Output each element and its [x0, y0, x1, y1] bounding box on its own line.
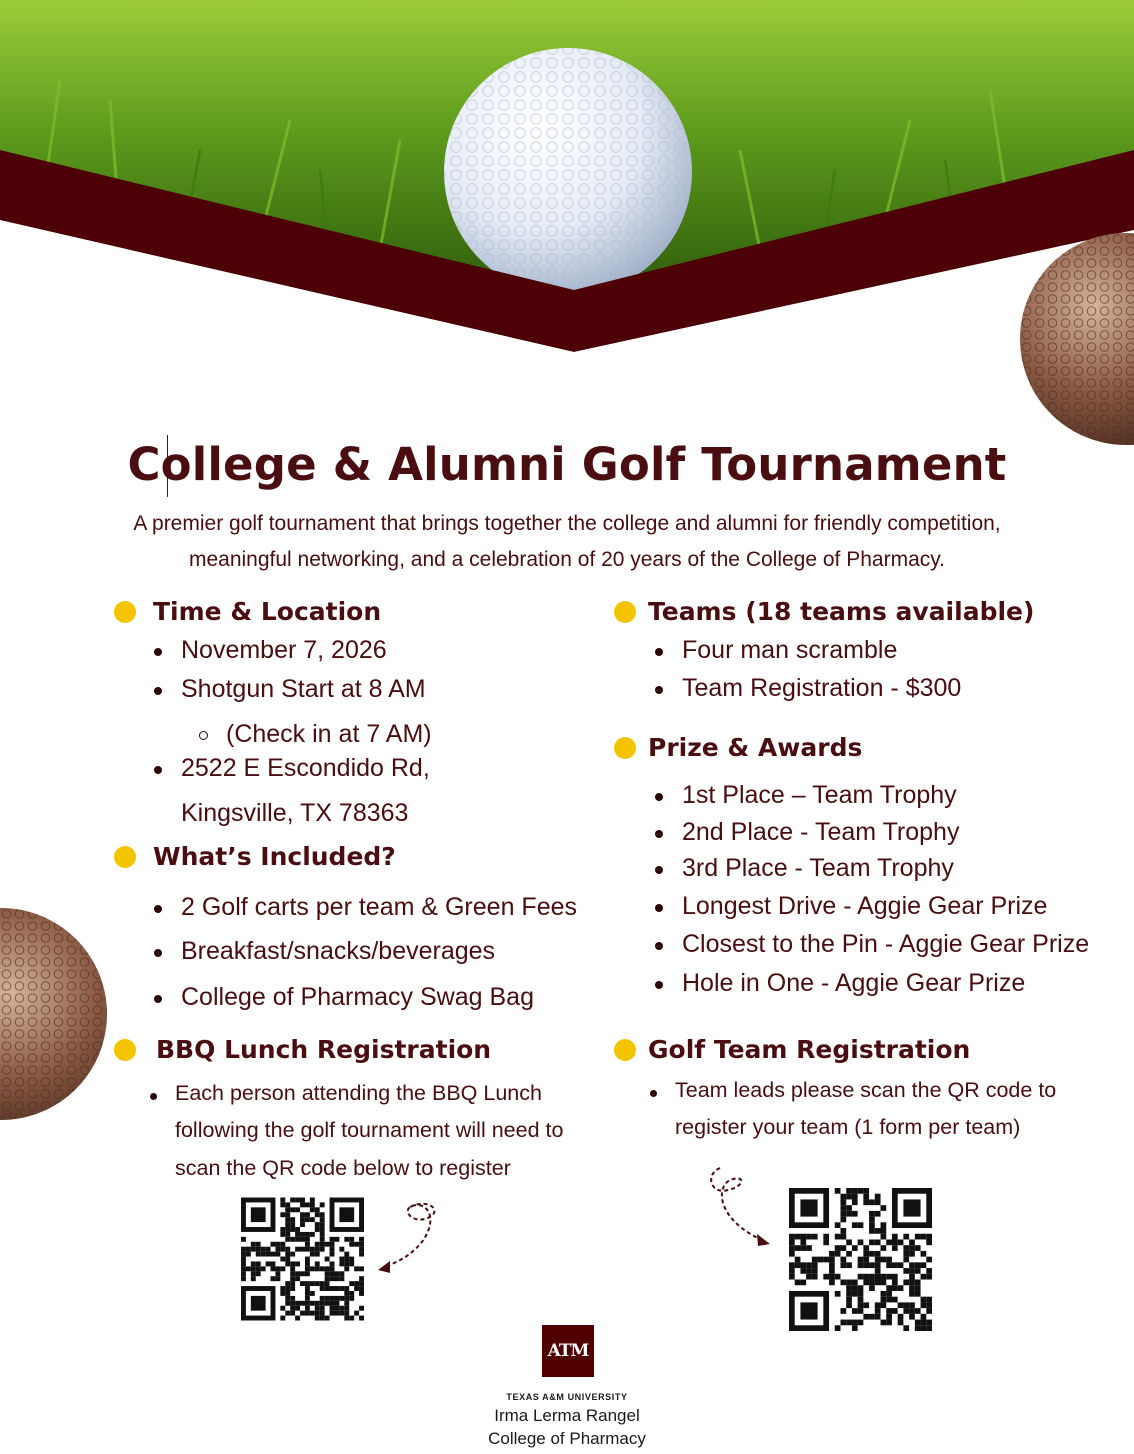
list-item: Breakfast/snacks/beverages: [181, 937, 496, 965]
dashed-arrow-icon: [370, 1195, 450, 1280]
golf-grass-image: [0, 0, 1134, 360]
yellow-bullet-icon: [614, 601, 636, 623]
list-item: 2522 E Escondido Rd,: [181, 754, 430, 782]
list-item: Each person attending the BBQ Lunch: [175, 1081, 542, 1105]
list-item: Team leads please scan the QR code to: [675, 1078, 1057, 1102]
list-item: Longest Drive - Aggie Gear Prize: [682, 892, 1048, 920]
yellow-bullet-icon: [614, 737, 636, 759]
list-item: Hole in One - Aggie Gear Prize: [682, 969, 1026, 997]
bbq-heading: BBQ Lunch Registration: [114, 1035, 491, 1064]
list-item: Shotgun Start at 8 AM: [181, 675, 426, 703]
list-item-continued: register your team (1 form per team): [675, 1115, 1021, 1139]
bronze-golf-ball-left-icon: [0, 908, 107, 1120]
college-name-line-1: Irma Lerma Rangel: [494, 1406, 640, 1425]
teams-heading: Teams (18 teams available): [614, 597, 1034, 626]
yellow-bullet-icon: [114, 1039, 136, 1061]
list-item-continued: following the golf tournament will need to: [175, 1118, 564, 1142]
event-description: [60, 506, 1074, 578]
atm-logo: ATM: [542, 1325, 594, 1377]
hero-banner: [0, 0, 1134, 360]
yellow-bullet-icon: [114, 601, 136, 623]
description-line-1: A premier golf tournament that brings together the college and alumni for friendly competition,: [133, 512, 1001, 535]
bbq-qr-code-icon[interactable]: [241, 1197, 364, 1321]
list-item-continued: scan the QR code below to register: [175, 1156, 511, 1180]
bronze-golf-ball-icon: [1020, 233, 1134, 445]
university-name: TEXAS A&M UNIVERSITY: [506, 1392, 628, 1402]
list-item: 2nd Place - Team Trophy: [682, 818, 960, 846]
list-item: College of Pharmacy Swag Bag: [181, 983, 534, 1011]
list-subitem: (Check in at 7 AM): [226, 720, 432, 748]
list-item-continued: Kingsville, TX 78363: [181, 799, 409, 827]
page-title: College & Alumni Golf Tournament: [127, 438, 1007, 491]
list-item: Four man scramble: [682, 636, 898, 664]
golf-registration-heading: Golf Team Registration: [614, 1035, 970, 1064]
list-item: Closest to the Pin - Aggie Gear Prize: [682, 930, 1090, 958]
yellow-bullet-icon: [114, 846, 136, 868]
list-item: 3rd Place - Team Trophy: [682, 854, 954, 882]
included-heading: What’s Included?: [114, 842, 396, 871]
college-name-line-2: College of Pharmacy: [488, 1429, 646, 1448]
team-qr-code-icon[interactable]: [789, 1188, 932, 1331]
time-location-heading: Time & Location: [114, 597, 381, 626]
list-item: November 7, 2026: [181, 636, 387, 664]
list-item: 1st Place – Team Trophy: [682, 781, 957, 809]
yellow-bullet-icon: [614, 1039, 636, 1061]
dashed-arrow-icon: [700, 1160, 780, 1255]
description-line-2: meaningful networking, and a celebration of 20 years of the College of Pharmacy.: [188, 548, 946, 571]
list-item: Team Registration - $300: [682, 674, 962, 702]
prizes-heading: Prize & Awards: [614, 733, 862, 762]
list-item: 2 Golf carts per team & Green Fees: [181, 893, 577, 921]
